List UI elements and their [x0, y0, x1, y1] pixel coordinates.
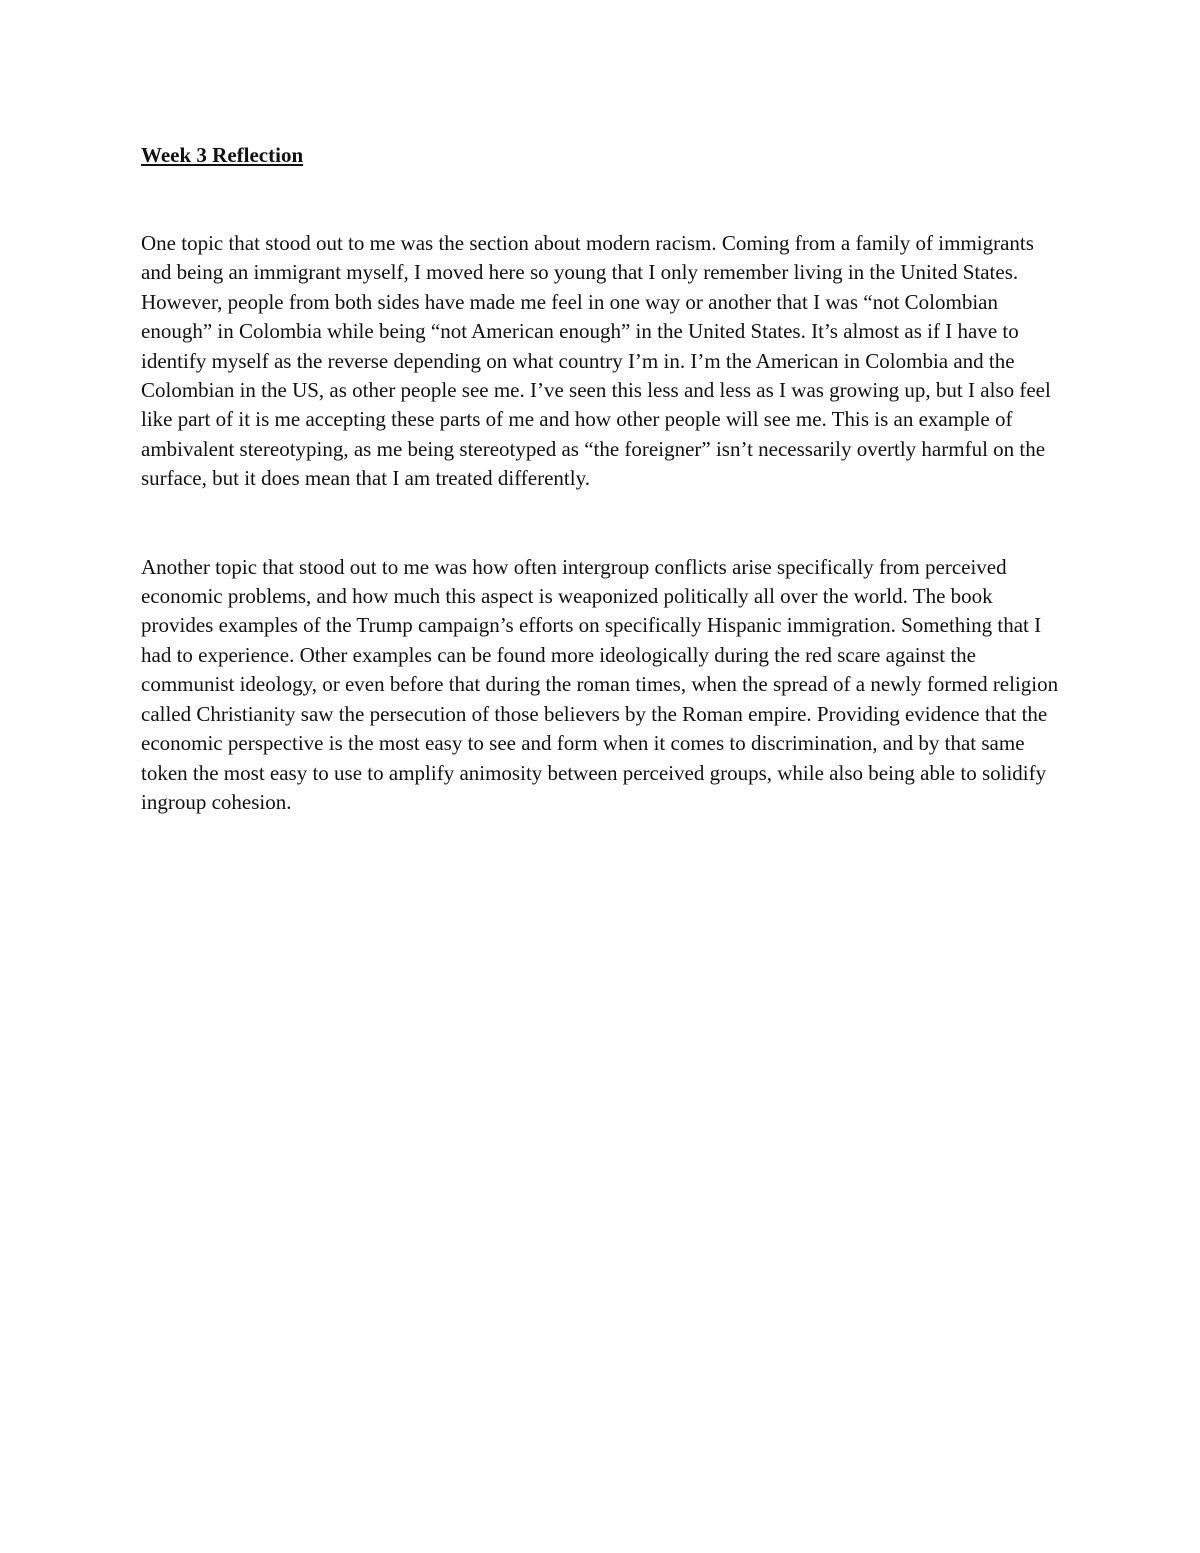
- paragraph-intergroup-conflict: Another topic that stood out to me was how often intergroup conflicts arise specifically from perceived economic problems, and how much this aspect is weaponized politically all over the world. The book provides examples of the Trump campaign’s efforts on specifically Hispanic immigration. Something that I had to experience. Other examples can be found more ideologically during the red scare against the communist ideology, or even before that during the roman times, when the spread of a newly formed religion called Christianity saw the persecution of those believers by the Roman empire. Providing evidence that the economic perspective is the most easy to see and form when it comes to discrimination, and by that same token the most easy to use to amplify animosity between perceived groups, while also being able to solidify ingroup cohesion.: [141, 554, 1059, 814]
- document-body: [141, 140, 1066, 817]
- document-title: Week 3 Reflection: [141, 143, 304, 167]
- paragraph-modern-racism: One topic that stood out to me was the section about modern racism. Coming from a family of immigrants and being an immigrant myself, I moved here so young that I only remember living in the United States. However, people from both sides have made me feel in one way or another that I was “not Colombian enough” in Colombia while being “not American enough” in the United States. It’s almost as if I have to identify myself as the reverse depending on what country I’m in. I’m the American in Colombia and the Colombian in the US, as other people see me. I’ve seen this less and less as I was growing up, but I also feel like part of it is me accepting these parts of me and how other people will see me. This is an example of ambivalent stereotyping, as me being stereotyped as “the foreigner” isn’t necessarily overtly harmful on the surface, but it does mean that I am treated differently.: [141, 231, 1051, 491]
